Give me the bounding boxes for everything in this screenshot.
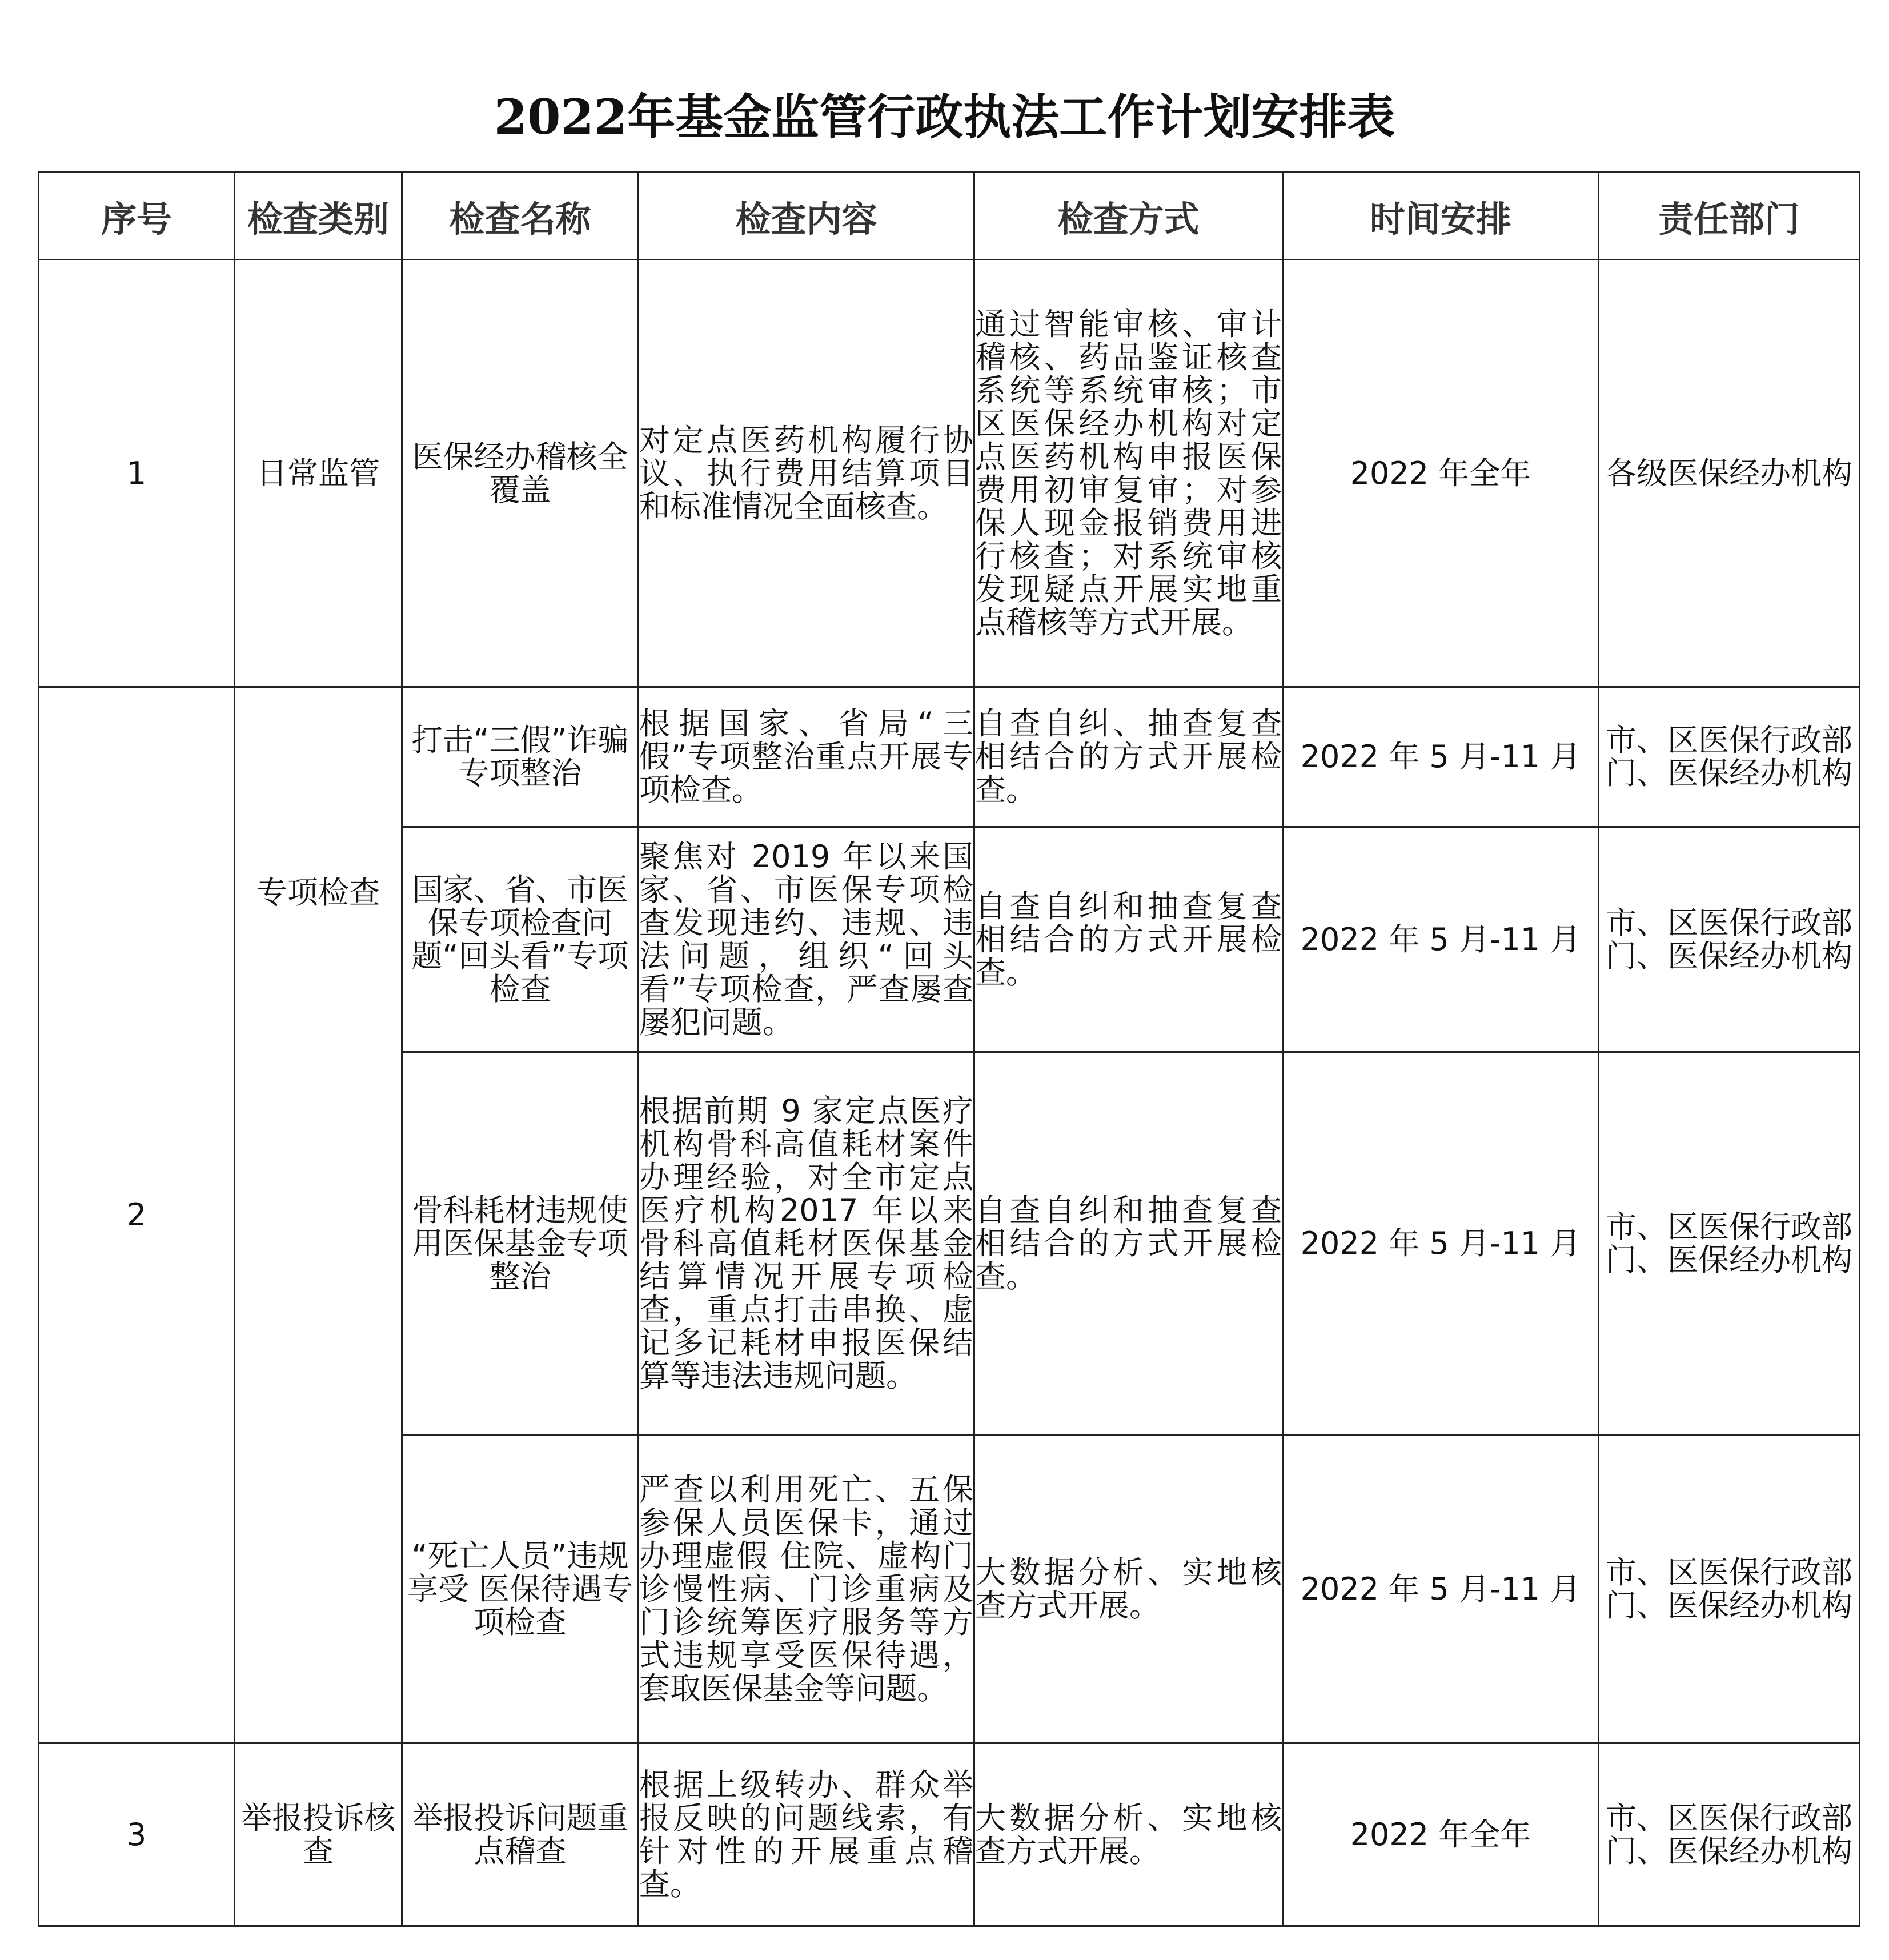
- page-title: 2022年基金监管行政执法工作计划安排表: [494, 89, 1395, 145]
- row-time: 2022 年全年: [1283, 1743, 1599, 1926]
- row-dept: 市、区医保行政部门、医保经办机构: [1599, 1052, 1860, 1435]
- row-number: 2: [39, 687, 235, 1743]
- table-row: [39, 1743, 1860, 1926]
- row-time: 2022 年全年: [1283, 260, 1599, 687]
- header-no: 序号: [39, 173, 235, 260]
- header-method: 检查方式: [974, 173, 1283, 260]
- row-time: 2022 年 5 月-11 月: [1283, 827, 1599, 1052]
- plan-table: [38, 171, 1860, 1927]
- row-dept: 各级医保经办机构: [1599, 260, 1860, 687]
- header-name: 检查名称: [402, 173, 639, 260]
- row-number: 1: [39, 260, 235, 687]
- row-method: 自查自纠和抽查复查相结合的方式开展检查。: [974, 827, 1283, 1052]
- row-category: 日常监管: [235, 260, 402, 687]
- row-dept: 市、区医保行政部门、医保经办机构: [1599, 827, 1860, 1052]
- row-content: 根据前期 9 家定点医疗机构骨科高值耗材案件办理经验，对全市定点医疗机构2017 年以来骨科高值耗材医保基金结算情况开展专项检查，重点打击串换、虚记多记耗材申报医保结算等违法违规问题。: [639, 1052, 974, 1435]
- row-time: 2022 年 5 月-11 月: [1283, 1052, 1599, 1435]
- row-method: 通过智能审核、审计稽核、药品鉴证核查系统等系统审核；市区医保经办机构对定点医药机构申报医保费用初审复审；对参保人现金报销费用进行核查；对系统审核发现疑点开展实地重点稽核等方式开展。: [974, 260, 1283, 687]
- row-content: 根据上级转办、群众举报反映的问题线索，有针对性的开展重点稽查。: [639, 1743, 974, 1926]
- row-method: 大数据分析、实地核查方式开展。: [974, 1435, 1283, 1743]
- row-name: 医保经办稽核全覆盖: [402, 260, 639, 687]
- row-content: 对定点医药机构履行协议、执行费用结算项目和标准情况全面核查。: [639, 260, 974, 687]
- header-content: 检查内容: [639, 173, 974, 260]
- row-name: 举报投诉问题重点稽查: [402, 1743, 639, 1926]
- row-time: 2022 年 5 月-11 月: [1283, 1435, 1599, 1743]
- row-content: 严查以利用死亡、五保参保人员医保卡，通过办理虚假 住院、虚构门诊慢性病、门诊重病及门诊统筹医疗服务等方式违规享受医保待遇，套取医保基金等问题。: [639, 1435, 974, 1743]
- table-row: [39, 687, 1860, 827]
- row-time: 2022 年 5 月-11 月: [1283, 687, 1599, 827]
- row-method: 自查自纠、抽查复查相结合的方式开展检查。: [974, 687, 1283, 827]
- row-name: 骨科耗材违规使用医保基金专项整治: [402, 1052, 639, 1435]
- row-method: 自查自纠和抽查复查相结合的方式开展检查。: [974, 1052, 1283, 1435]
- row-category: 举报投诉核查: [235, 1743, 402, 1926]
- row-dept: 市、区医保行政部门、医保经办机构: [1599, 1435, 1860, 1743]
- row-number: 3: [39, 1743, 235, 1926]
- row-name: 打击“三假”诈骗专项整治: [402, 687, 639, 827]
- row-category: 专项检查: [235, 687, 402, 1743]
- header-category: 检查类别: [235, 173, 402, 260]
- row-name: “死亡人员”违规享受 医保待遇专项检查: [402, 1435, 639, 1743]
- header-dept: 责任部门: [1599, 173, 1860, 260]
- header-time: 时间安排: [1283, 173, 1599, 260]
- row-method: 大数据分析、实地核查方式开展。: [974, 1743, 1283, 1926]
- row-content: 根据国家、省局“三假”专项整治重点开展专项检查。: [639, 687, 974, 827]
- header-row: [39, 173, 1860, 260]
- row-dept: 市、区医保行政部门、医保经办机构: [1599, 687, 1860, 827]
- row-name: 国家、省、市医保专项检查问题“回头看”专项检查: [402, 827, 639, 1052]
- row-dept: 市、区医保行政部门、医保经办机构: [1599, 1743, 1860, 1926]
- table-row: [39, 260, 1860, 687]
- row-content: 聚焦对 2019 年以来国家、省、市医保专项检查发现违约、违规、违法问题，组织“回头看”专项检查，严查屡查屡犯问题。: [639, 827, 974, 1052]
